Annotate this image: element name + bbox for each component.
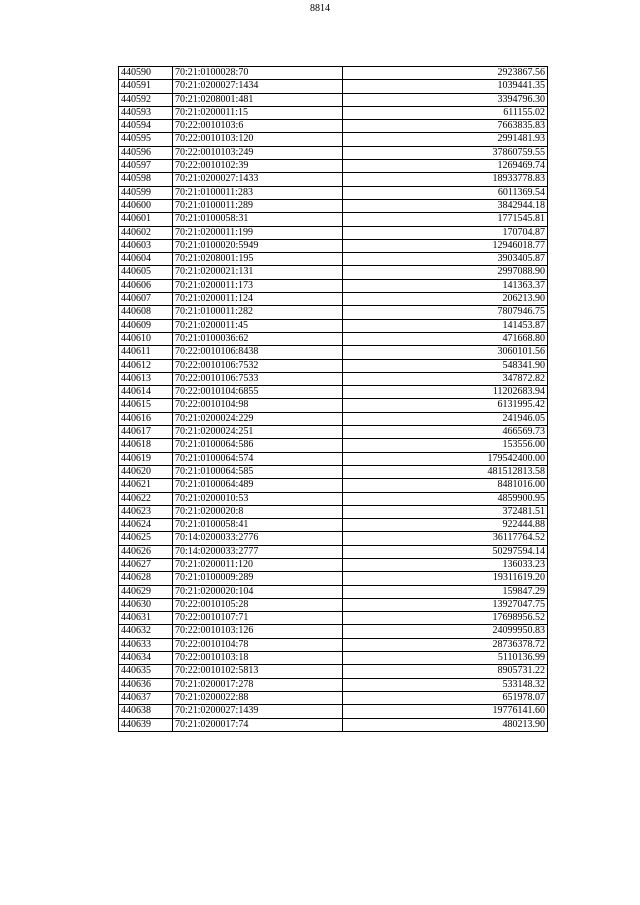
table-row <box>119 359 548 372</box>
cadastral-number-cell: 70:21:0200027:1439 <box>173 705 343 718</box>
row-number-cell: 440639 <box>119 718 173 731</box>
cadastral-number-cell: 70:21:0100020:5949 <box>173 239 343 252</box>
cadastral-number-cell: 70:22:0010102:5813 <box>173 665 343 678</box>
table-row <box>119 705 548 718</box>
cadastral-number-cell: 70:21:0100011:289 <box>173 199 343 212</box>
cadastral-value-cell: 2923867.56 <box>343 67 548 80</box>
cadastral-value-cell: 50297594.14 <box>343 545 548 558</box>
cadastral-number-cell: 70:22:0010103:126 <box>173 625 343 638</box>
table-row <box>119 160 548 173</box>
table-row <box>119 505 548 518</box>
cadastral-value-cell: 481512813.58 <box>343 465 548 478</box>
cadastral-value-cell: 4859900.95 <box>343 492 548 505</box>
row-number-cell: 440599 <box>119 186 173 199</box>
row-number-cell: 440619 <box>119 452 173 465</box>
cadastral-value-cell: 471668.80 <box>343 332 548 345</box>
cadastral-number-cell: 70:14:0200033:2777 <box>173 545 343 558</box>
table-row <box>119 93 548 106</box>
table-row <box>119 266 548 279</box>
table-row <box>119 691 548 704</box>
cadastral-number-cell: 70:22:0010105:28 <box>173 598 343 611</box>
row-number-cell: 440613 <box>119 372 173 385</box>
table-row <box>119 306 548 319</box>
row-number-cell: 440622 <box>119 492 173 505</box>
table-row <box>119 332 548 345</box>
row-number-cell: 440616 <box>119 412 173 425</box>
table-row <box>119 678 548 691</box>
row-number-cell: 440591 <box>119 80 173 93</box>
cadastral-value-cell: 480213.90 <box>343 718 548 731</box>
cadastral-number-cell: 70:21:0200027:1433 <box>173 173 343 186</box>
cadastral-value-cell: 372481.51 <box>343 505 548 518</box>
cadastral-value-cell: 3394796.30 <box>343 93 548 106</box>
row-number-cell: 440636 <box>119 678 173 691</box>
row-number-cell: 440609 <box>119 319 173 332</box>
cadastral-value-cell: 466569.73 <box>343 426 548 439</box>
table-row <box>119 625 548 638</box>
row-number-cell: 440594 <box>119 120 173 133</box>
cadastral-number-cell: 70:21:0100058:41 <box>173 519 343 532</box>
row-number-cell: 440624 <box>119 519 173 532</box>
cadastral-number-cell: 70:21:0100064:574 <box>173 452 343 465</box>
row-number-cell: 440612 <box>119 359 173 372</box>
table-row <box>119 319 548 332</box>
table-row <box>119 519 548 532</box>
table-row <box>119 239 548 252</box>
table-row <box>119 67 548 80</box>
cadastral-value-cell: 153556.00 <box>343 439 548 452</box>
table-row <box>119 532 548 545</box>
cadastral-number-cell: 70:14:0200033:2776 <box>173 532 343 545</box>
cadastral-number-cell: 70:21:0200022:88 <box>173 691 343 704</box>
cadastral-value-cell: 611155.02 <box>343 106 548 119</box>
cadastral-number-cell: 70:21:0200024:251 <box>173 426 343 439</box>
table-body <box>119 67 548 732</box>
cadastral-number-cell: 70:22:0010103:120 <box>173 133 343 146</box>
row-number-cell: 440602 <box>119 226 173 239</box>
table-row <box>119 293 548 306</box>
cadastral-number-cell: 70:21:0100058:31 <box>173 213 343 226</box>
row-number-cell: 440617 <box>119 426 173 439</box>
cadastral-number-cell: 70:21:0200011:199 <box>173 226 343 239</box>
table-row <box>119 80 548 93</box>
table-row <box>119 372 548 385</box>
cadastral-value-cell: 18933778.83 <box>343 173 548 186</box>
table-row <box>119 598 548 611</box>
cadastral-value-cell: 2997088.90 <box>343 266 548 279</box>
row-number-cell: 440590 <box>119 67 173 80</box>
table-row <box>119 386 548 399</box>
cadastral-value-cell: 36117764.52 <box>343 532 548 545</box>
cadastral-number-cell: 70:21:0100028:70 <box>173 67 343 80</box>
cadastral-value-cell: 8481016.00 <box>343 479 548 492</box>
cadastral-value-cell: 548341.90 <box>343 359 548 372</box>
row-number-cell: 440604 <box>119 253 173 266</box>
cadastral-number-cell: 70:21:0200017:74 <box>173 718 343 731</box>
table-row <box>119 612 548 625</box>
cadastral-number-cell: 70:21:0100036:62 <box>173 332 343 345</box>
row-number-cell: 440635 <box>119 665 173 678</box>
table-row <box>119 492 548 505</box>
cadastral-value-cell: 5110136.99 <box>343 652 548 665</box>
cadastral-number-cell: 70:21:0100064:586 <box>173 439 343 452</box>
cadastral-number-cell: 70:22:0010104:98 <box>173 399 343 412</box>
row-number-cell: 440625 <box>119 532 173 545</box>
row-number-cell: 440630 <box>119 598 173 611</box>
row-number-cell: 440607 <box>119 293 173 306</box>
cadastral-value-cell: 2991481.93 <box>343 133 548 146</box>
row-number-cell: 440597 <box>119 160 173 173</box>
table-row <box>119 439 548 452</box>
table-row <box>119 346 548 359</box>
cadastral-value-cell: 141453.87 <box>343 319 548 332</box>
table-row <box>119 399 548 412</box>
cadastral-number-cell: 70:21:0208001:195 <box>173 253 343 266</box>
row-number-cell: 440593 <box>119 106 173 119</box>
cadastral-value-cell: 651978.07 <box>343 691 548 704</box>
cadastral-value-cell: 141363.37 <box>343 279 548 292</box>
page-number: 8814 <box>310 3 330 14</box>
table-row <box>119 106 548 119</box>
cadastral-value-cell: 13927047.75 <box>343 598 548 611</box>
table-row <box>119 133 548 146</box>
cadastral-value-cell: 19776141.60 <box>343 705 548 718</box>
row-number-cell: 440632 <box>119 625 173 638</box>
cadastral-number-cell: 70:22:0010106:8438 <box>173 346 343 359</box>
table-row <box>119 638 548 651</box>
table-row <box>119 558 548 571</box>
table-row <box>119 186 548 199</box>
row-number-cell: 440598 <box>119 173 173 186</box>
cadastral-number-cell: 70:21:0200011:124 <box>173 293 343 306</box>
cadastral-number-cell: 70:21:0200011:15 <box>173 106 343 119</box>
cadastral-number-cell: 70:22:0010106:7532 <box>173 359 343 372</box>
row-number-cell: 440608 <box>119 306 173 319</box>
cadastral-number-cell: 70:21:0200011:45 <box>173 319 343 332</box>
cadastral-number-cell: 70:21:0100011:283 <box>173 186 343 199</box>
table-row <box>119 199 548 212</box>
row-number-cell: 440592 <box>119 93 173 106</box>
cadastral-value-cell: 6011369.54 <box>343 186 548 199</box>
cadastral-value-cell: 136033.23 <box>343 558 548 571</box>
cadastral-number-cell: 70:21:0200011:173 <box>173 279 343 292</box>
cadastral-number-cell: 70:22:0010104:6855 <box>173 386 343 399</box>
cadastral-value-cell: 1269469.74 <box>343 160 548 173</box>
cadastral-value-cell: 17698956.52 <box>343 612 548 625</box>
row-number-cell: 440629 <box>119 585 173 598</box>
cadastral-value-cell: 7807946.75 <box>343 306 548 319</box>
table-row <box>119 426 548 439</box>
cadastral-number-cell: 70:21:0200021:131 <box>173 266 343 279</box>
cadastral-value-table <box>118 66 548 732</box>
cadastral-value-cell: 533148.32 <box>343 678 548 691</box>
cadastral-number-cell: 70:22:0010107:71 <box>173 612 343 625</box>
cadastral-number-cell: 70:21:0100009:289 <box>173 572 343 585</box>
table-row <box>119 253 548 266</box>
row-number-cell: 440637 <box>119 691 173 704</box>
cadastral-value-cell: 179542400.00 <box>343 452 548 465</box>
cadastral-value-cell: 922444.88 <box>343 519 548 532</box>
row-number-cell: 440603 <box>119 239 173 252</box>
cadastral-value-cell: 11202683.94 <box>343 386 548 399</box>
cadastral-number-cell: 70:21:0200020:8 <box>173 505 343 518</box>
row-number-cell: 440627 <box>119 558 173 571</box>
table-row <box>119 652 548 665</box>
table-row <box>119 146 548 159</box>
cadastral-number-cell: 70:22:0010102:39 <box>173 160 343 173</box>
cadastral-value-cell: 7663835.83 <box>343 120 548 133</box>
cadastral-number-cell: 70:21:0200010:53 <box>173 492 343 505</box>
cadastral-number-cell: 70:21:0100064:585 <box>173 465 343 478</box>
row-number-cell: 440618 <box>119 439 173 452</box>
row-number-cell: 440601 <box>119 213 173 226</box>
table-row <box>119 465 548 478</box>
row-number-cell: 440610 <box>119 332 173 345</box>
cadastral-number-cell: 70:21:0200017:278 <box>173 678 343 691</box>
row-number-cell: 440596 <box>119 146 173 159</box>
cadastral-value-cell: 1039441.35 <box>343 80 548 93</box>
cadastral-number-cell: 70:21:0100011:282 <box>173 306 343 319</box>
cadastral-number-cell: 70:22:0010103:18 <box>173 652 343 665</box>
cadastral-value-cell: 6131995.42 <box>343 399 548 412</box>
row-number-cell: 440623 <box>119 505 173 518</box>
cadastral-number-cell: 70:21:0200024:229 <box>173 412 343 425</box>
row-number-cell: 440600 <box>119 199 173 212</box>
row-number-cell: 440634 <box>119 652 173 665</box>
table-row <box>119 665 548 678</box>
cadastral-number-cell: 70:21:0200027:1434 <box>173 80 343 93</box>
table-row <box>119 572 548 585</box>
row-number-cell: 440611 <box>119 346 173 359</box>
table-row <box>119 452 548 465</box>
table-row <box>119 545 548 558</box>
table-row <box>119 718 548 731</box>
row-number-cell: 440615 <box>119 399 173 412</box>
table-row <box>119 412 548 425</box>
cadastral-value-cell: 12946018.77 <box>343 239 548 252</box>
row-number-cell: 440631 <box>119 612 173 625</box>
cadastral-number-cell: 70:21:0200011:120 <box>173 558 343 571</box>
row-number-cell: 440621 <box>119 479 173 492</box>
cadastral-value-cell: 170704.87 <box>343 226 548 239</box>
row-number-cell: 440633 <box>119 638 173 651</box>
cadastral-value-cell: 3842944.18 <box>343 199 548 212</box>
row-number-cell: 440614 <box>119 386 173 399</box>
table-row <box>119 479 548 492</box>
table-row <box>119 173 548 186</box>
row-number-cell: 440605 <box>119 266 173 279</box>
cadastral-number-cell: 70:22:0010103:6 <box>173 120 343 133</box>
cadastral-value-cell: 3903405.87 <box>343 253 548 266</box>
cadastral-value-cell: 8905731.22 <box>343 665 548 678</box>
cadastral-value-cell: 19311619.20 <box>343 572 548 585</box>
row-number-cell: 440638 <box>119 705 173 718</box>
cadastral-value-cell: 347872.82 <box>343 372 548 385</box>
row-number-cell: 440606 <box>119 279 173 292</box>
cadastral-value-cell: 28736378.72 <box>343 638 548 651</box>
cadastral-value-cell: 206213.90 <box>343 293 548 306</box>
cadastral-number-cell: 70:21:0200020:104 <box>173 585 343 598</box>
row-number-cell: 440595 <box>119 133 173 146</box>
table-row <box>119 585 548 598</box>
cadastral-number-cell: 70:21:0208001:481 <box>173 93 343 106</box>
cadastral-value-cell: 37860759.55 <box>343 146 548 159</box>
row-number-cell: 440620 <box>119 465 173 478</box>
cadastral-number-cell: 70:22:0010106:7533 <box>173 372 343 385</box>
cadastral-value-cell: 3060101.56 <box>343 346 548 359</box>
cadastral-value-cell: 24099950.83 <box>343 625 548 638</box>
cadastral-value-cell: 159847.29 <box>343 585 548 598</box>
cadastral-number-cell: 70:22:0010103:249 <box>173 146 343 159</box>
table-row <box>119 226 548 239</box>
row-number-cell: 440628 <box>119 572 173 585</box>
row-number-cell: 440626 <box>119 545 173 558</box>
cadastral-value-cell: 1771545.81 <box>343 213 548 226</box>
table-row <box>119 120 548 133</box>
table-row <box>119 213 548 226</box>
table-row <box>119 279 548 292</box>
cadastral-number-cell: 70:21:0100064:489 <box>173 479 343 492</box>
cadastral-number-cell: 70:22:0010104:78 <box>173 638 343 651</box>
cadastral-value-cell: 241946.05 <box>343 412 548 425</box>
